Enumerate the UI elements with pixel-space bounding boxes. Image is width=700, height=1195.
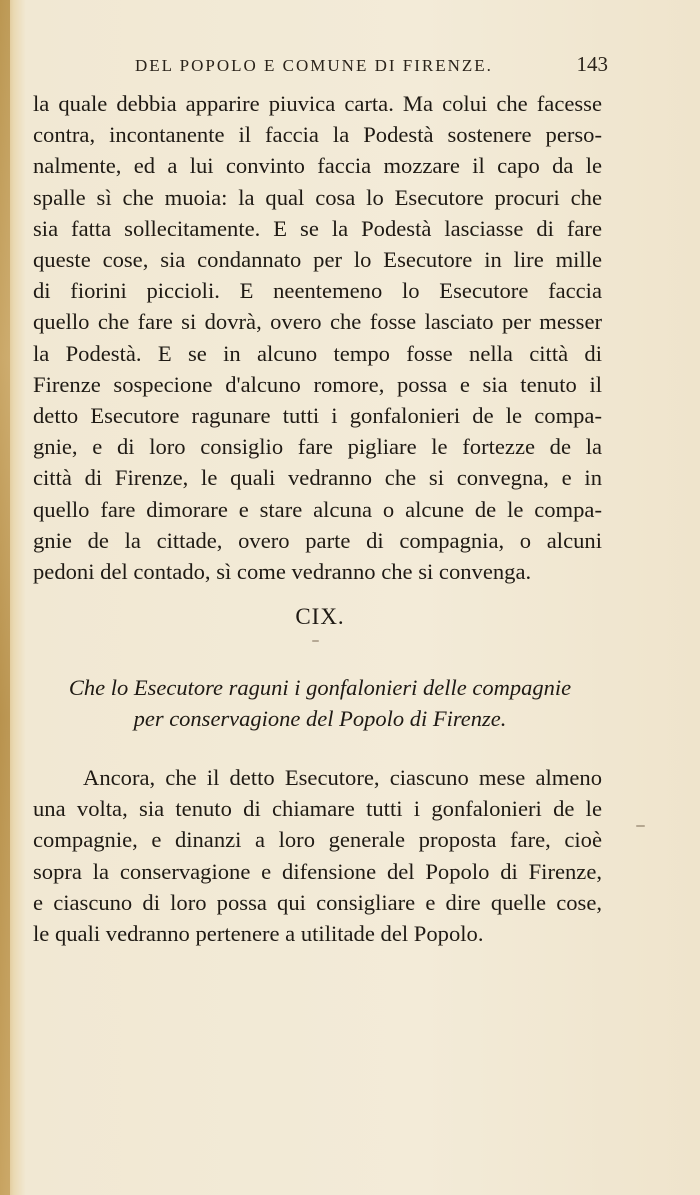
running-head: DEL POPOLO E COMUNE DI FIRENZE. [135,56,493,75]
text-line: Ancora, che il detto Esecutore, ciascuno mese almeno [83,765,602,790]
text-line: quello che fare si dovrà, overo che fosse lasciato per messer [33,309,602,335]
text-line: sopra la conservagione e difensione del Popolo di Firenze, [33,858,602,884]
text-line: e ciascuno di loro possa qui consigliare e dire quelle cose, [33,889,602,915]
text-line: nalmente, ed a lui convinto faccia mozzare il capo da le [33,153,602,179]
text-line: la quale debbia apparire piuvica carta. Ma colui che facesse [33,91,602,116]
section-title [50,672,590,734]
text-line: le quali vedranno pertenere a utilitade del Popolo. [33,921,484,947]
section-number: CIX. [295,604,345,629]
text-line: queste cose, sia condannato per lo Esecutore in lire mille [33,247,602,273]
text-line: Firenze sospecione d'alcuno romore, possa e sia tenuto il [33,371,602,397]
text-line: compagnie, e dinanzi a loro generale proposta fare, cioè [33,827,602,853]
ink-mark [312,640,319,642]
text-line: gnie, e di loro consiglio fare pigliare le fortezze de la [33,434,602,460]
text-line: sia fatta sollecitamente. E se la Podestà lasciasse di fare [33,215,602,241]
text-line: detto Esecutore ragunare tutti i gonfalonieri de le compa- [33,403,602,429]
section-title-line: per conservagione del Popolo di Firenze. [133,706,507,731]
text-line: di fiorini piccioli. E neentemeno lo Esecutore faccia [33,278,602,304]
section-paragraph [33,762,602,949]
paragraph-continuation [33,88,602,587]
text-line: contra, incontanente il faccia la Podestà sostenere perso- [33,122,602,148]
text-line: la Podestà. E se in alcuno tempo fosse nella città di [33,340,602,366]
text-line: gnie de la cittade, overo parte di compagnia, o alcuni [33,527,602,553]
text-line: quello fare dimorare e stare alcuna o alcune de le compa- [33,496,602,522]
text-line: città di Firenze, le quali vedranno che si convegna, e in [33,465,602,491]
page-number: 143 [576,52,608,76]
section-title-line: Che lo Esecutore raguni i gonfalonieri delle compagnie [68,675,572,700]
text-line: una volta, sia tenuto di chiamare tutti i gonfalonieri de le [33,796,602,822]
page-binding-edge [0,0,10,1195]
text-line: spalle sì che muoia: la qual cosa lo Esecutore procuri che [33,184,602,210]
text-line: pedoni del contado, sì come vedranno che si convenga. [33,559,532,585]
ink-mark [636,825,645,827]
